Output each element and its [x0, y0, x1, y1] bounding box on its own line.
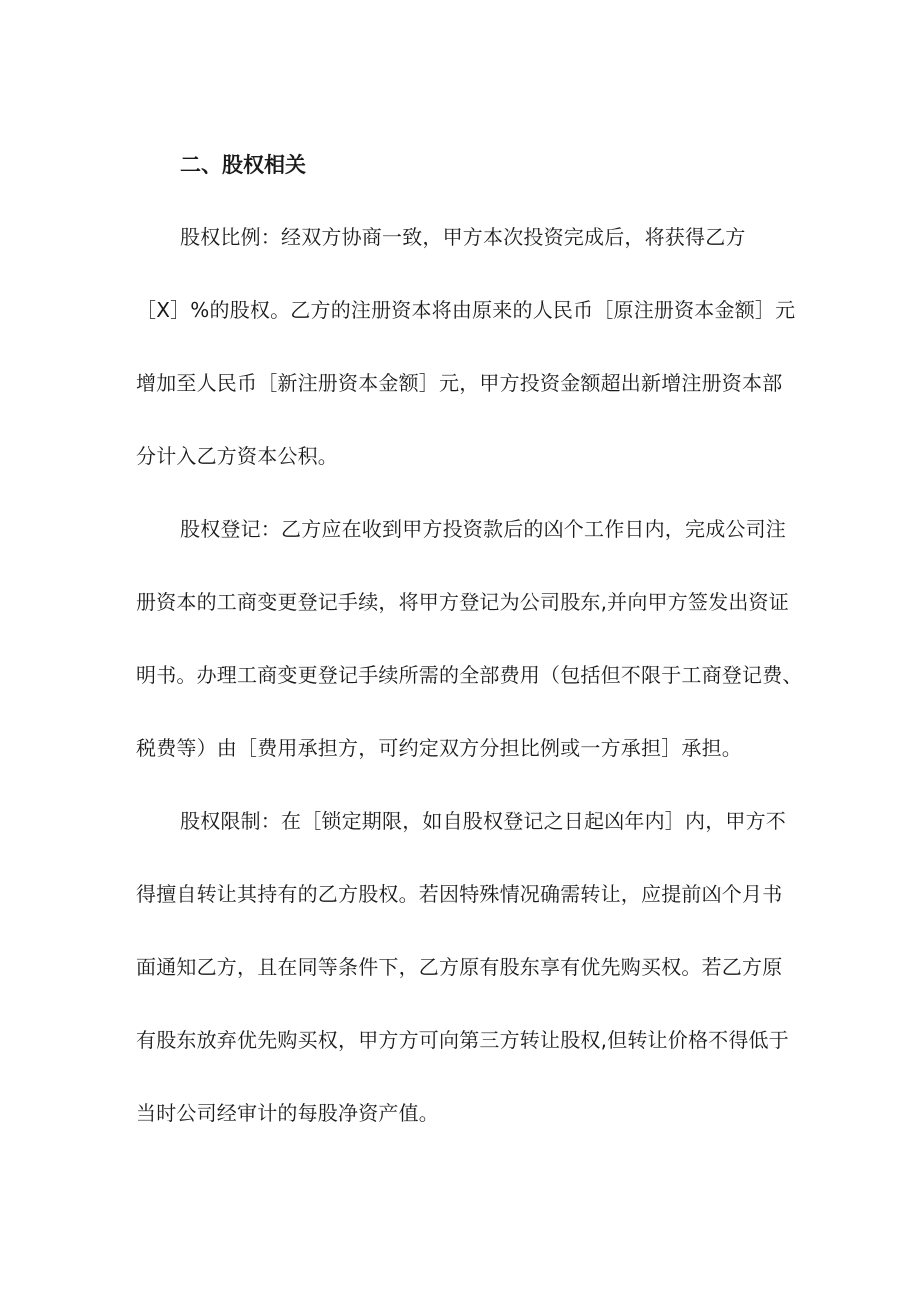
paragraph-equity-restriction-line-2: 得擅自转让其持有的乙方股权。若因特殊情况确需转让，应提前凶个月书 [136, 882, 783, 906]
paragraph-equity-ratio-line-3: 增加至人民币［新注册资本金额］元，甲方投资金额超出新增注册资本部 [136, 371, 783, 395]
paragraph-equity-registration-line-4: 税费等）由［费用承担方，可约定双方分担比例或一方承担］承担。 [136, 736, 742, 760]
paragraph-equity-registration-line-3: 明书。办理工商变更登记手续所需的全部费用（包括但不限于工商登记费、 [136, 663, 803, 687]
paragraph-equity-ratio-line-4: 分计入乙方资本公积。 [136, 444, 338, 468]
paragraph-equity-registration-line-2: 册资本的工商变更登记手续，将甲方登记为公司股东,并向甲方签发出资证 [136, 590, 789, 614]
paragraph-equity-restriction-line-5: 当时公司经审计的每股净资产值。 [136, 1101, 439, 1125]
paragraph-equity-restriction-line-3: 面通知乙方，且在同等条件下，乙方原有股东享有优先购买权。若乙方原 [136, 955, 783, 979]
paragraph-equity-ratio-line-2: ［X］%的股权。乙方的注册资本将由原来的人民币［原注册资本金额］元 [136, 298, 796, 322]
paragraph-equity-restriction-line-4: 有股东放弃优先购买权，甲方方可向第三方转让股权,但转让价格不得低于 [136, 1028, 789, 1052]
paragraph-equity-ratio-line-1: 股权比例：经双方协商一致，甲方本次投资完成后，将获得乙方 [180, 225, 746, 249]
section-heading: 二、股权相关 [180, 153, 306, 177]
paragraph-equity-restriction-line-1: 股权限制：在［锁定期限，如自股权登记之日起凶年内］内，甲方不 [180, 809, 786, 833]
paragraph-equity-registration-line-1: 股权登记：乙方应在收到甲方投资款后的凶个工作日内，完成公司注 [180, 517, 786, 541]
